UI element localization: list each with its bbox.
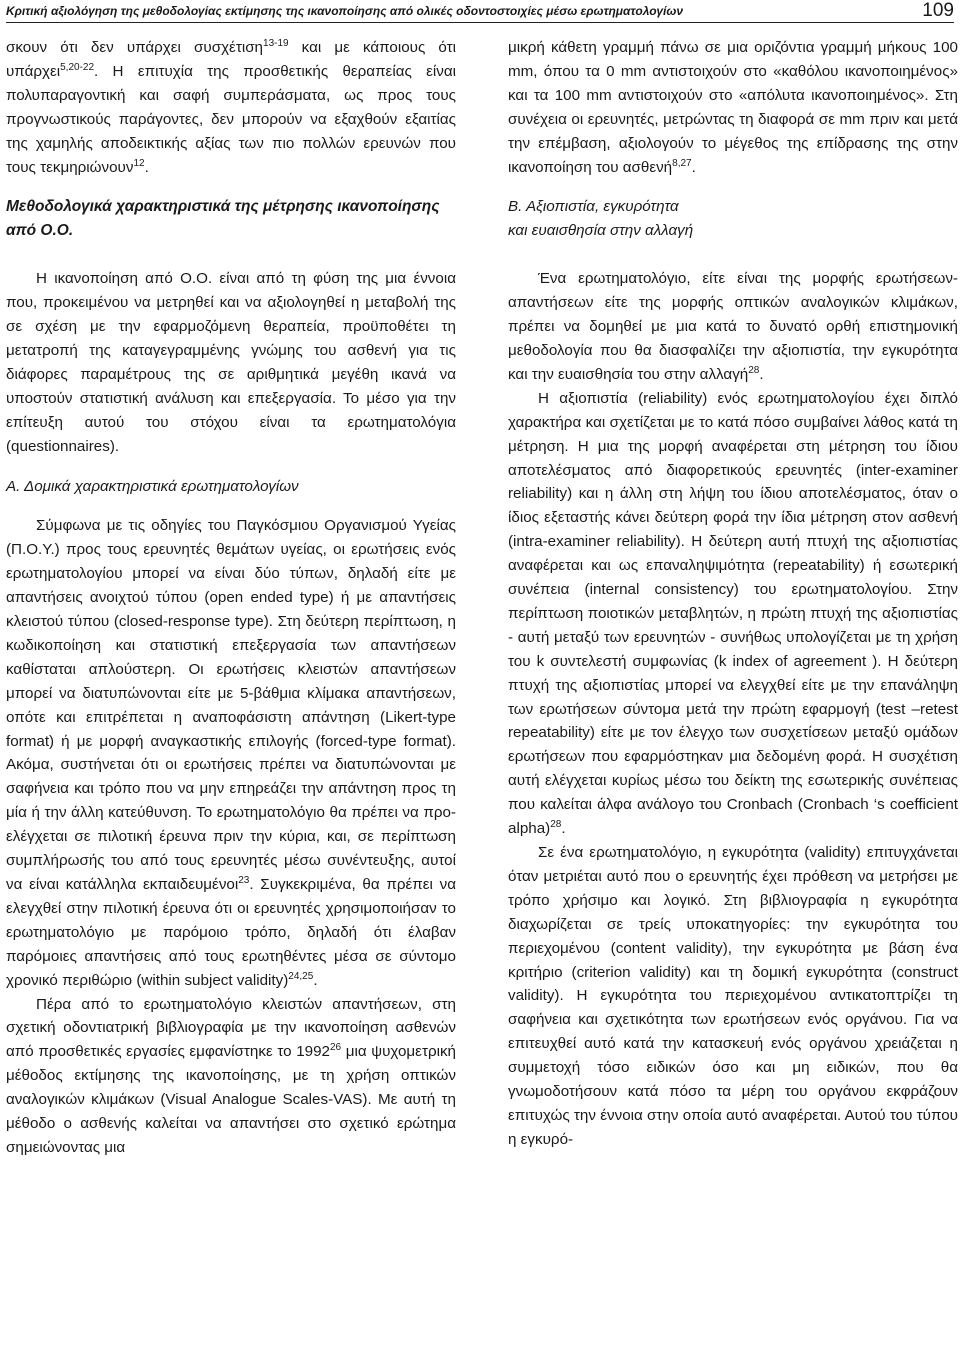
right-paragraph-2: Ένα ερωτηματολόγιο, είτε είναι της μορφής ερωτήσεων-απαντήσεων είτε της μορφής οπτικών αναλογικών κλιμάκων, πρέπει να δομηθεί με μια κατά το δυνατό ορθή επιστημονική μεθοδολογία που θα διασφαλίζει την αξιοπιστία, την εγκυρότητα και την ευαισθησία του στην αλλαγή$^{28}$. [508,270,958,383]
left-paragraph-1: σκουν ότι δεν υπάρχει συσχέτιση$^{13-19}$ και με κάποιους ότι υπάρχει$^{5,20-22}$. Η επιτυχία της προσθετικής θεραπείας είναι πολυπαραγοντική και σαφή συμπεράσματα, ως προς τους προγνωστικούς παράγοντες, δεν μπορούν να εξαχθούν εξαιτίας της χαμηλής αποδεικτικής αξίας των πιο πολλών ερευνών που τους τεκμηριώνουν$^{12}$. [6,38,456,176]
right-column [508,36,958,1152]
subsection-heading-b: Β. Αξιοπιστία, εγκυρότητα και ευαισθησία στην αλλαγή [508,198,694,240]
left-paragraph-3: Σύμφωνα με τις οδηγίες του Παγκόσμιου Οργανισμού Υγείας (Π.Ο.Υ.) προς τους ερευνητές θεμάτων υγείας, οι ερωτήσεις ενός ερωτηματολογίου μπορεί να είναι δύο τύπων, δηλαδή είτε με απαντήσεις ανοιχτού τύπου (open ended type) ή με απαντήσεις κλειστού τύπου (closed-response type). Στη δεύτερη περίπτωση, η κωδικοποίηση και στατιστική επεξεργασία των απαντήσεων καθίσταται απλούστερη. Οι ερωτήσεις κλειστών απαντήσεων μπορεί να διατυπώνονται είτε με 5-βάθμια κλίμακα απαντήσεων, οπότε και επιτρέπεται η αναποφάσιστη απάντηση (Likert-type format) ή με μορφή αναγκαστικής επιλογής (forced-type format). Ακόμα, συστήνεται ότι οι ερωτήσεις πρέπει να διατυπώνονται με σαφήνεια και τρόπο που να μην επηρεάζει την απάντηση προς τη μία ή την άλλη κατεύθυνση. Το ερωτηματολόγιο θα πρέπει να προ-ελέγχεται σε πιλοτική έρευνα πριν την κύρια, και, σε περίπτωση συμπλήρωσής του από τους ερευνητές μέσω συνέντευξης, αυτοί να είναι κατάλληλα εκπαιδευμένοι$^{23}$. Συγκεκριμένα, θα πρέπει να ελεγχθεί στην πιλοτική έρευνα ότι οι ερευνητές χρησιμοποιήσαν το ερωτηματολόγιο με παρόμοιο τρόπο, δηλαδή ότι έλαβαν παρόμοιες απαντήσεις από τους ερωτηθέντες μέσα σε σύντομο χρονικό περιθώριο (within subject validity)$^{24,25}$. [6,517,456,989]
right-paragraph-4: Σε ένα ερωτηματολόγιο, η εγκυρότητα (validity) επιτυγχάνεται όταν μετριέται αυτό που ο ερευνητής έχει πρόθεση να μετρήσει με τρόπο χρήσιμο και λογικό. Στη βιβλιογραφία η εγκυρότητα διαχωρίζεται σε τρείς υποκατηγορίες: την εγκυρότητα του περιεχομένου (content validity), την εγκυρότητα με βάση ένα κριτήριο (criterion validity) και τη δομική εγκυρότητα (construct validity). Η εγκυρότητα του περιεχομένου αντικατοπτρίζει τη σαφήνεια και σχετικότητα των ερωτήσεων ενός οργάνου. Για να επιτευχθεί αυτό κατά την κατασκευή ενός οργάνου χρειάζεται η συμμετοχή τόσο ειδικών όσο και μη ειδικών, που θα γνωμοδοτήσουν κατά πόσο τα μέρη του οργάνου εκφράζουν επιτυχώς την έννοια στην οποία αυτό αναφέρεται. Αυτού του τύπου η εγκυρό- [508,844,958,1148]
running-title: Κριτική αξιολόγηση της μεθοδολογίας εκτίμησης της ικανοποίησης από ολικές οδοντοστοιχίες μέσω ερωτηματολογίων [6,4,684,18]
section-heading-methodology: Μεθοδολογικά χαρακτηριστικά της μέτρησης ικανοποίησης από Ο.Ο. [6,198,440,240]
right-paragraph-3: Η αξιοπιστία (reliability) ενός ερωτηματολογίου έχει διπλό χαρακτήρα και σχετίζεται με το κατά πόσο συμβαίνει λάθος κατά τη μέτρηση. Η μια της μορφή αναφέρεται στη μέτρηση του ίδιου αποτελέσματος από διαφορετικούς ερευνητές (inter-examiner reliability) και η άλλη στη λήψη του ίδιου αποτελέσματος, όταν ο ίδιος εξεταστής κάνει δεύτερη φορά την ίδια μέτρηση στον ασθενή (intra-examiner reliability). Η δεύτερη αυτή πτυχή της αξιοπιστίας αναφέρεται και ως επαναληψιμότητα (repeatability) ή εσωτερική συνέπεια (internal consistency) του ερωτηματολογίου. Στην περίπτωση ποιοτικών μεταβλητών, η πρώτη πτυχή της αξιοπιστίας - αυτή μεταξύ των ερευνητών - συνήθως υπολογίζεται με τη χρήση του k συντελεστή συμφωνίας (k index of agreement ). Η δεύτερη πτυχή της αξιοπιστίας μπορεί να ελεγχθεί είτε με την επανάληψη των ερωτήσεων σύντομα μετά την πρώτη εφαρμογή (test –retest repeatability) είτε με τον έλεγχο των συσχετίσεων μεταξύ ομάδων ερωτήσεων που εφαρμόστηκαν μια δεδομένη φορά. Η συσχέτιση αυτή ελέγχεται κυρίως μέσω του δείκτη της εσωτερικής συνέπειας που καλείται άλφα ανάλογο του Cronbach (Cronbach ‘s coefficient alpha)$^{28}$. [508,389,958,838]
left-paragraph-2: Η ικανοποίηση από Ο.Ο. είναι από τη φύση της μια έννοια που, προκειμένου να μετρηθεί και να αξιολογηθεί η μεταβολή της σε σχέση με την εφαρμοζόμενη θεραπεία, προϋποθέτει τη μετατροπή της καταγεγραμμένης γνώμης του ασθενή για τις διάφορες παραμέτρους της σε αριθμητικά μεγέθη ικανά να υποστούν στατιστική ανάλυση και επεξεργασία. Το μέσο για την επίτευξη αυτού του στόχου είναι τα ερωτηματολόγια (questionnaires). [6,270,456,455]
right-paragraph-1: μικρή κάθετη γραμμή πάνω σε μια οριζόντια γραμμή μήκους 100 mm, όπου τα 0 mm αντιστοιχούν στο «καθόλου ικανοποιημένος» και τα 100 mm αντιστοιχούν στο «απόλυτα ικανοποιημένος». Στη συνέχεια οι ερευνητές, μετρώντας τη διαφορά σε mm πριν και μετά την επέμβαση, αξιολογούν το μέγεθος της επίδρασης της στην ικανοποίηση του ασθενή$^{8,27}$. [508,39,958,176]
left-paragraph-4: Πέρα από το ερωτηματολόγιο κλειστών απαντήσεων, στη σχετική οδοντιατρική βιβλιογραφία με την ικανοποίηση ασθενών από προσθετικές εργασίες εμφανίστηκε το 1992$^{26}$ μια ψυχομετρική μέθοδος εκτίμησης της ικανοποίησης, με τη χρήση οπτικών αναλογικών κλιμάκων (Visual Analogue Scales-VAS). Με αυτή τη μέθοδο ο ασθενής καλείται να απαντήσει στο σχετικό ερώτημα σημειώνοντας μια [6,995,456,1156]
page-number: 109 [922,0,954,21]
subsection-heading-a: Α. Δομικά χαρακτηριστικά ερωτηματολογίων [6,477,299,495]
left-column [6,36,456,1160]
running-header [6,0,954,23]
